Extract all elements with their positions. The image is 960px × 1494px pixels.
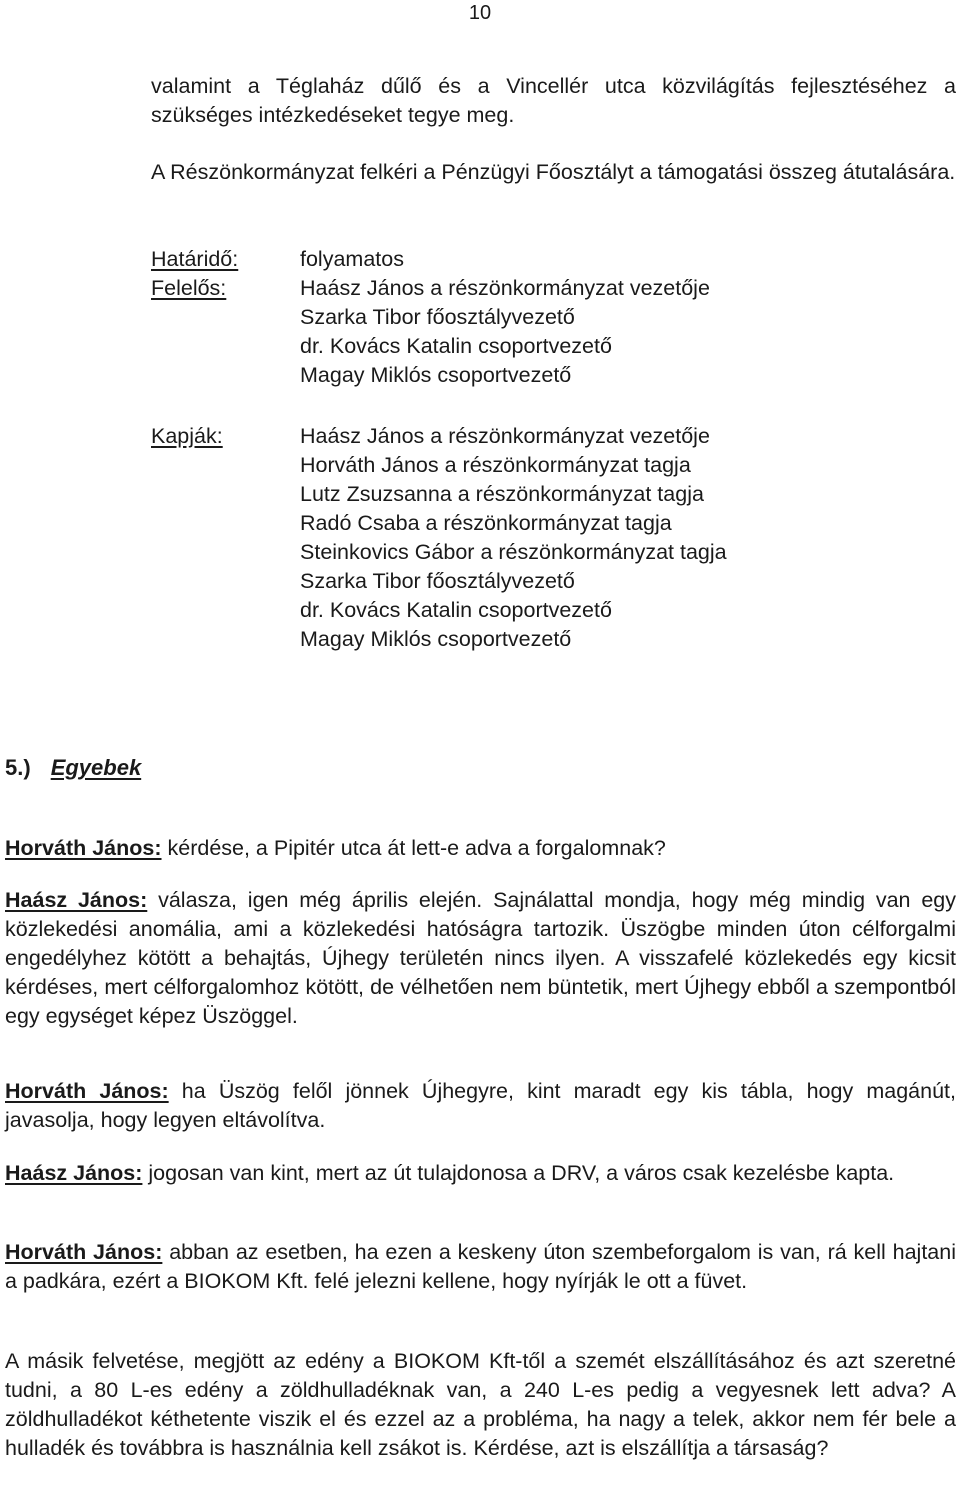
recipient-item: Lutz Zsuzsanna a részönkormányzat tagja xyxy=(300,482,704,506)
intro-paragraph-2 xyxy=(151,158,956,187)
recipient-item: Magay Miklós csoportvezető xyxy=(300,627,572,651)
responsible-item: dr. Kovács Katalin csoportvezető xyxy=(300,334,612,358)
recipient-item: Horváth János a részönkormányzat tagja xyxy=(300,453,691,477)
discussion-paragraph xyxy=(5,1159,956,1188)
page-number: 10 xyxy=(468,2,492,24)
recipient-item: Szarka Tibor főosztályvezető xyxy=(300,569,575,593)
recipients-list xyxy=(300,422,960,654)
responsible-item: Haász János a részönkormányzat vezetője xyxy=(300,276,710,300)
deadline-values xyxy=(300,245,960,274)
section-title: Egyebek xyxy=(50,755,142,780)
discussion-paragraph xyxy=(5,834,956,863)
intro-text-2: A Részönkormányzat felkéri a Pénzügyi Főosztályt a támogatási összeg átutalására. xyxy=(151,160,956,184)
recipient-item: dr. Kovács Katalin csoportvezető xyxy=(300,598,612,622)
speaker-name: Haász János: xyxy=(5,888,148,912)
paragraph-text: jogosan van kint, mert az út tulajdonosa a DRV, a város csak kezelésbe kapta. xyxy=(142,1161,895,1185)
recipient-item: Radó Csaba a részönkormányzat tagja xyxy=(300,511,672,535)
recipient-item: Steinkovics Gábor a részönkormányzat tagja xyxy=(300,540,727,564)
recipients-label: Kapják: xyxy=(151,424,223,448)
section-number: 5.) xyxy=(5,755,31,780)
responsible-item: Szarka Tibor főosztályvezető xyxy=(300,305,575,329)
deadline-value: folyamatos xyxy=(300,247,404,271)
paragraph-text: kérdése, a Pipitér utca át lett-e adva a forgalomnak? xyxy=(161,836,666,860)
paragraph-text: abban az esetben, ha ezen a keskeny úton szembeforgalom is van, rá kell hajtani a padkára, ezért a BIOKOM Kft. felé jelezni kellene, hogy nyírják le ott a füvet. xyxy=(5,1240,956,1293)
discussion-paragraph xyxy=(5,1238,956,1296)
intro-paragraph-1 xyxy=(151,72,956,130)
intro-text-1: valamint a Téglaház dűlő és a Vincellér utca közvilágítás fejlesztéséhez a szükséges intézkedéseket tegye meg. xyxy=(151,74,956,127)
speaker-name: Horváth János: xyxy=(5,1079,169,1103)
speaker-name: Horváth János: xyxy=(5,836,162,860)
responsible-item: Magay Miklós csoportvezető xyxy=(300,363,572,387)
recipient-item: Haász János a részönkormányzat vezetője xyxy=(300,424,710,448)
speaker-name: Haász János: xyxy=(5,1161,143,1185)
responsible-list xyxy=(300,274,960,390)
discussion-paragraph xyxy=(5,1347,956,1463)
speaker-name: Horváth János: xyxy=(5,1240,163,1264)
paragraph-text: válasza, igen még április elején. Sajnálattal mondja, hogy még mindig van egy közlekedési anomália, ami a közlekedési hatóságra tartozik. Üszögbe minden úton célforgalmi engedélyhez kötött a behajtás, Újhegy területén nincs ilyen. A visszafelé közlekedés egy kicsit kérdéses, mert célforgalomhoz kötött, de vélhetően nem büntetik, mert Újhegy ebből a szempontból egy egységet képez Üszöggel. xyxy=(5,888,957,1028)
paragraph-text: A másik felvetése, megjött az edény a BIOKOM Kft-től a szemét elszállításához és azt szeretné tudni, a 80 L-es edény a zöldhulladéknak van, a 240 L-es pedig a vegyesnek lett adva? A zöldhulladékot kéthetente viszik el és ezzel az a probléma, ha nagy a telek, akkor nem fér bele a hulladék és továbbra is használnia kell zsákot is. Kérdése, azt is elszállítja a társaság? xyxy=(5,1349,956,1460)
section-heading xyxy=(5,753,141,782)
deadline-label: Határidő: xyxy=(151,247,239,271)
discussion-paragraph xyxy=(5,1077,956,1135)
paragraph-text: ha Üszög felől jönnek Újhegyre, kint maradt egy kis tábla, hogy magánút, javasolja, hogy legyen eltávolítva. xyxy=(5,1079,956,1132)
responsible-label: Felelős: xyxy=(151,276,227,300)
discussion-paragraph xyxy=(5,886,956,1031)
